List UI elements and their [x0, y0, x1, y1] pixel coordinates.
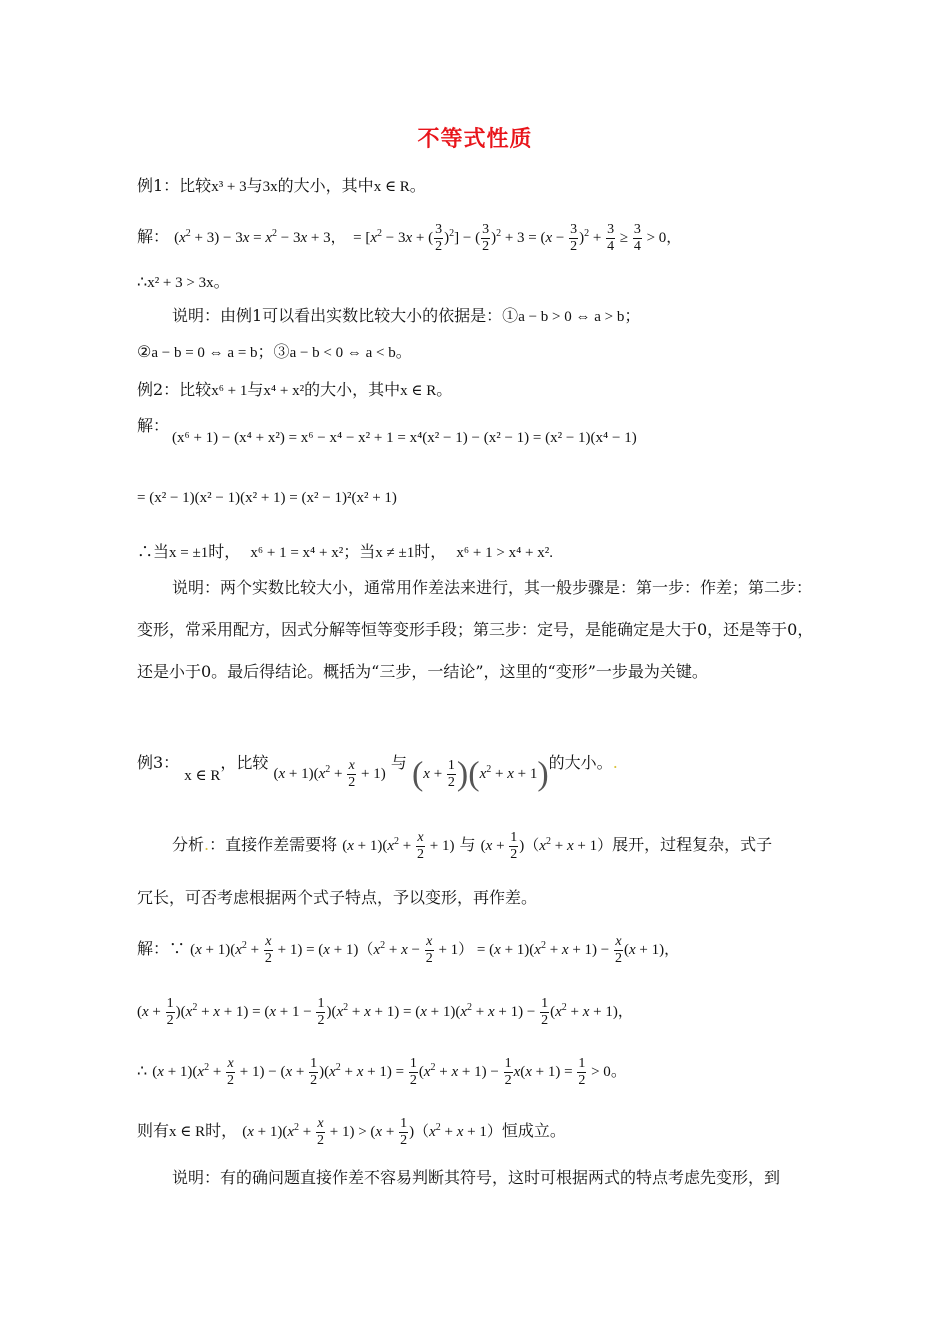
- ex3-expr-b: (x + $\frac{1}{2}$ )$(x^2 + x + 1)$: [411, 755, 549, 793]
- ex3-expr-a: $(x + 1)(x^2$ + $\frac{x}{2}$ + 1): [273, 758, 386, 791]
- solution-2-label: 解：: [137, 416, 170, 435]
- solution-3-line-2: (x + $\frac{1}{2}$ )$(x^2 + x + 1) = (x + 1$ − $\frac{1}{2}$ )$(x^2 + x + 1) = (x + 1)(x^2 + x + 1)$ − $\frac{1}{2}$ $(x^2 + x + 1)$，: [137, 996, 633, 1029]
- solution-3-result: 则有x ∈ R时， $(x + 1)(x^2$ + $\frac{x}{2}$ + 1) > (x + $\frac{1}{2}$ )$(x^2 + x + 1)$恒成立。: [137, 1116, 566, 1149]
- ex1-expr-b: 3x: [262, 179, 278, 195]
- solution-2-conclusion: ∴当x = ±1时， x⁶ + 1 = x⁴ + x²；当x ≠ ±1时， x⁶ + 1 > x⁴ + x².: [137, 542, 554, 561]
- note-1-cont: ②a − b = 0 ⇔ a = b；③a − b < 0 ⇔ a < b。: [137, 342, 412, 361]
- analysis-3: 分析.：直接作差需要将 $(x + 1)(x^2$ + $\frac{x}{2}$ + 1) 与 (x + $\frac{1}{2}$ )$(x^2 + x + 1)$展开，过程复杂，式子: [172, 830, 773, 863]
- ex1-expr-a: x³ + 3: [211, 179, 247, 195]
- example-2: 例2：比较x⁶ + 1与x⁴ + x²的大小，其中x ∈ R。: [137, 380, 453, 399]
- solution-3-line-3: ∴ $(x + 1)(x^2$ + $\frac{x}{2}$ + 1) − (x + $\frac{1}{2}$ )$(x^2 + x + 1)$ = $\frac{1}{2}$ $(x^2 + x + 1)$ − $\frac{1}{2}$ x(x + 1) = $\frac{1}{2}$ > 0。: [137, 1056, 627, 1089]
- ex3-cond: x ∈ R: [184, 768, 221, 784]
- example-3: 例3： x ∈ R，比较 $(x + 1)(x^2$ + $\frac{x}{2}$ + 1) 与 (x + $\frac{1}{2}$ )$(x^2 + x + 1)$的大小。.: [137, 753, 618, 793]
- ex1-cond: x ∈ R: [373, 179, 410, 195]
- solution-1-therefore: ∴x² + 3 > 3x。: [137, 272, 230, 291]
- solution-1-line: 解： $(x^2 + 3) - 3x = x^2 - 3x + 3$， = [$x^2 - 3x$ + ( $\frac{3}{2}$ )$^2$] − ( $\frac{3}{2}$ )$^2$ + 3 = (x − $\frac{3}{2}$ )$^2$ + $\frac{3}{4}$ ≥ $\frac{3}{4}$ > 0，: [137, 222, 682, 255]
- solution-1-formula: $(x^2 + 3) - 3x = x^2 - 3x + 3$， = [$x^2 - 3x$ + ( $\frac{3}{2}$ )$^2$] − ( $\frac{3}{2}$ )$^2$ + 3 = (x − $\frac{3}{2}$ )$^2$ + $\frac{3}{4}$ ≥ $\frac{3}{4}$ > 0，: [174, 222, 682, 255]
- note-2: 说明：两个实数比较大小，通常用作差法来进行，其一般步骤是：第一步：作差；第二步：变形，常采用配方，因式分解等恒等变形手段；第三步：定号，是能确定是大于0，还是等于0，还是小于0。最后得结论。概括为“三步，一结论”，这里的“变形”一步最为关键。: [137, 578, 814, 681]
- analysis-3-cont: 冗长，可否考虑根据两个式子特点，予以变形，再作差。: [137, 888, 538, 907]
- note-3: 说明：有的确问题直接作差不容易判断其符号，这时可根据两式的特点考虑先变形，到: [172, 1168, 781, 1187]
- example-1: 例1：比较x³ + 3与3x的大小，其中x ∈ R。: [137, 176, 426, 195]
- solution-3-line-1: 解：∵ $(x + 1)(x^2$ + $\frac{x}{2}$ + $1) = (x + 1)(x^2 + x$ − $\frac{x}{2}$ + $1) = (x + 1)(x^2 + x + 1)$ − $\frac{x}{2}$ (x + 1)，: [137, 934, 680, 967]
- solution-2-line-1: (x⁶ + 1) − (x⁴ + x²) = x⁶ − x⁴ − x² + 1 = x⁴(x² − 1) − (x² − 1) = (x² − 1)(x⁴ − 1): [172, 430, 637, 446]
- solution-2-line-2: = (x² − 1)(x² − 1)(x² + 1) = (x² − 1)²(x² + 1): [137, 490, 397, 506]
- note-1: 说明：由例1可以看出实数比较大小的依据是：①a − b > 0 ⇔ a > b；: [172, 306, 641, 325]
- document-title: 不等式性质: [417, 127, 533, 152]
